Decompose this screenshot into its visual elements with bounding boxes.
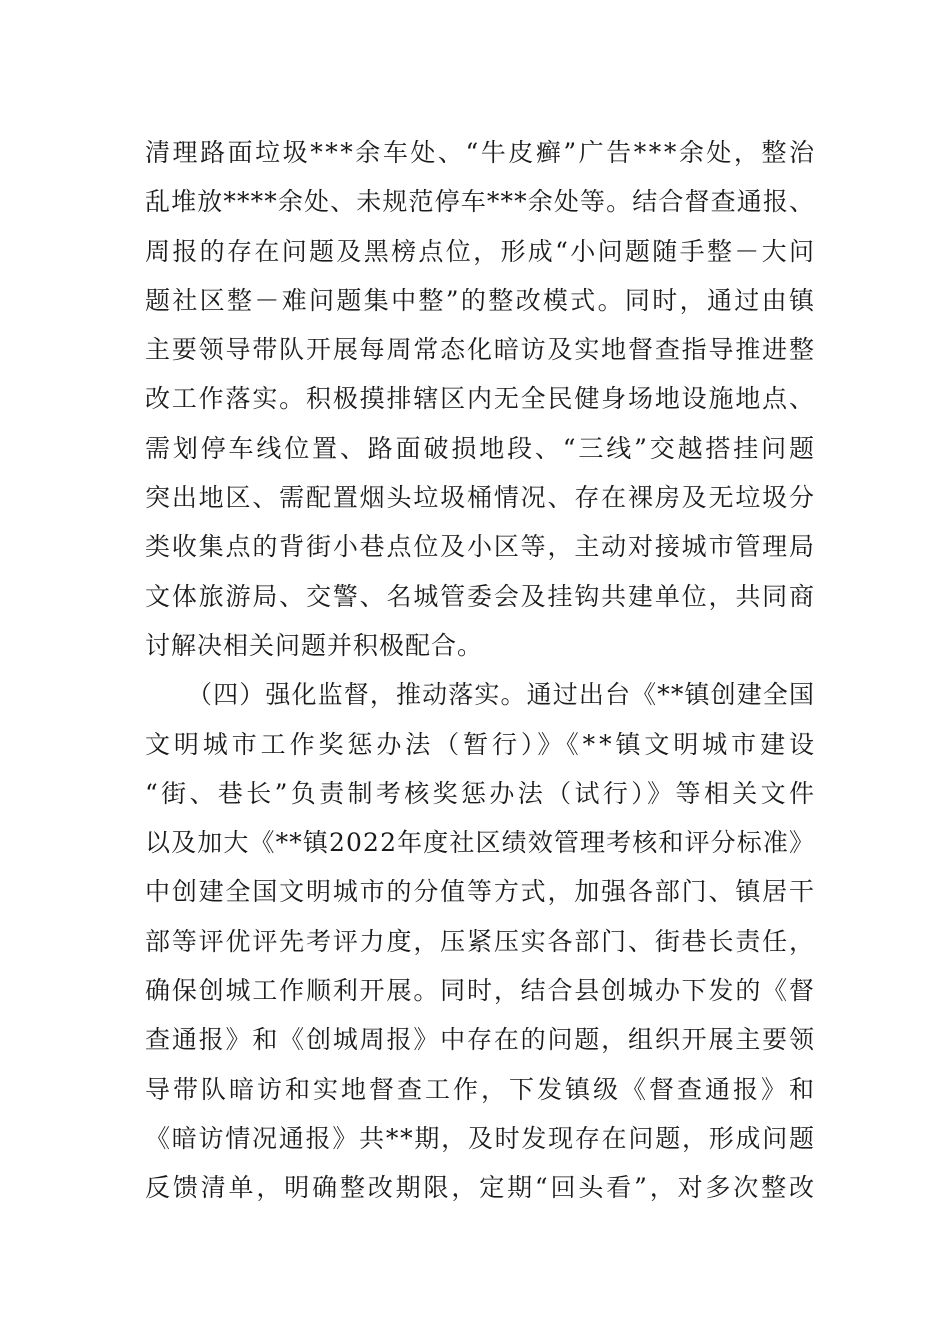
text-line: 文明城市工作奖惩办法（暂行）》《**镇文明城市建设 xyxy=(145,729,818,759)
text-line: 乱堆放****余处、未规范停车***余处等。结合督查通报、 xyxy=(145,187,816,217)
text-line: 改工作落实。积极摸排辖区内无全民健身场地设施地点、 xyxy=(145,384,816,414)
text-line: “街、巷长”负责制考核奖惩办法（试行）》等相关文件 xyxy=(145,778,818,808)
text-line: 确保创城工作顺利开展。同时，结合县创城办下发的《督 xyxy=(145,976,816,1006)
text-line: 题社区整－难问题集中整”的整改模式。同时，通过由镇 xyxy=(145,285,817,315)
text-line: 类收集点的背街小巷点位及小区等，主动对接城市管理局 xyxy=(145,532,816,562)
text-line: 以及加大《**镇2022年度社区绩效管理考核和评分标准》 xyxy=(145,828,816,858)
text-line: 周报的存在问题及黑榜点位，形成“小问题随手整－大问 xyxy=(145,236,817,266)
text-line: 突出地区、需配置烟头垃圾桶情况、存在裸房及无垃圾分 xyxy=(145,483,816,513)
text-line: 《暗访情况通报》共**期，及时发现存在问题，形成问题 xyxy=(145,1123,816,1153)
text-line: 文体旅游局、交警、名城管委会及挂钩共建单位，共同商 xyxy=(145,581,816,611)
text-line: 部等评优评先考评力度，压紧压实各部门、街巷长责任， xyxy=(145,926,816,956)
body-text xyxy=(145,128,818,1213)
text-line: 主要领导带队开展每周常态化暗访及实地督查指导推进整 xyxy=(145,335,816,365)
text-line: 需划停车线位置、路面破损地段、“三线”交越搭挂问题 xyxy=(145,433,817,463)
text-line: 反馈清单，明确整改期限，定期“回头看”，对多次整改 xyxy=(145,1173,817,1203)
section-heading-line: （四）强化监督，推动落实。通过出台《**镇创建全国 xyxy=(187,680,816,710)
text-line: 清理路面垃圾***余车处、“牛皮癣”广告***余处，整治 xyxy=(145,138,817,167)
text-line: 讨解决相关问题并积极配合。 xyxy=(145,630,484,660)
text-line: 查通报》和《创城周报》中存在的问题，组织开展主要领 xyxy=(145,1025,816,1055)
text-line: 中创建全国文明城市的分值等方式，加强各部门、镇居干 xyxy=(145,877,816,907)
text-line: 导带队暗访和实地督查工作，下发镇级《督查通报》和 xyxy=(145,1074,817,1104)
